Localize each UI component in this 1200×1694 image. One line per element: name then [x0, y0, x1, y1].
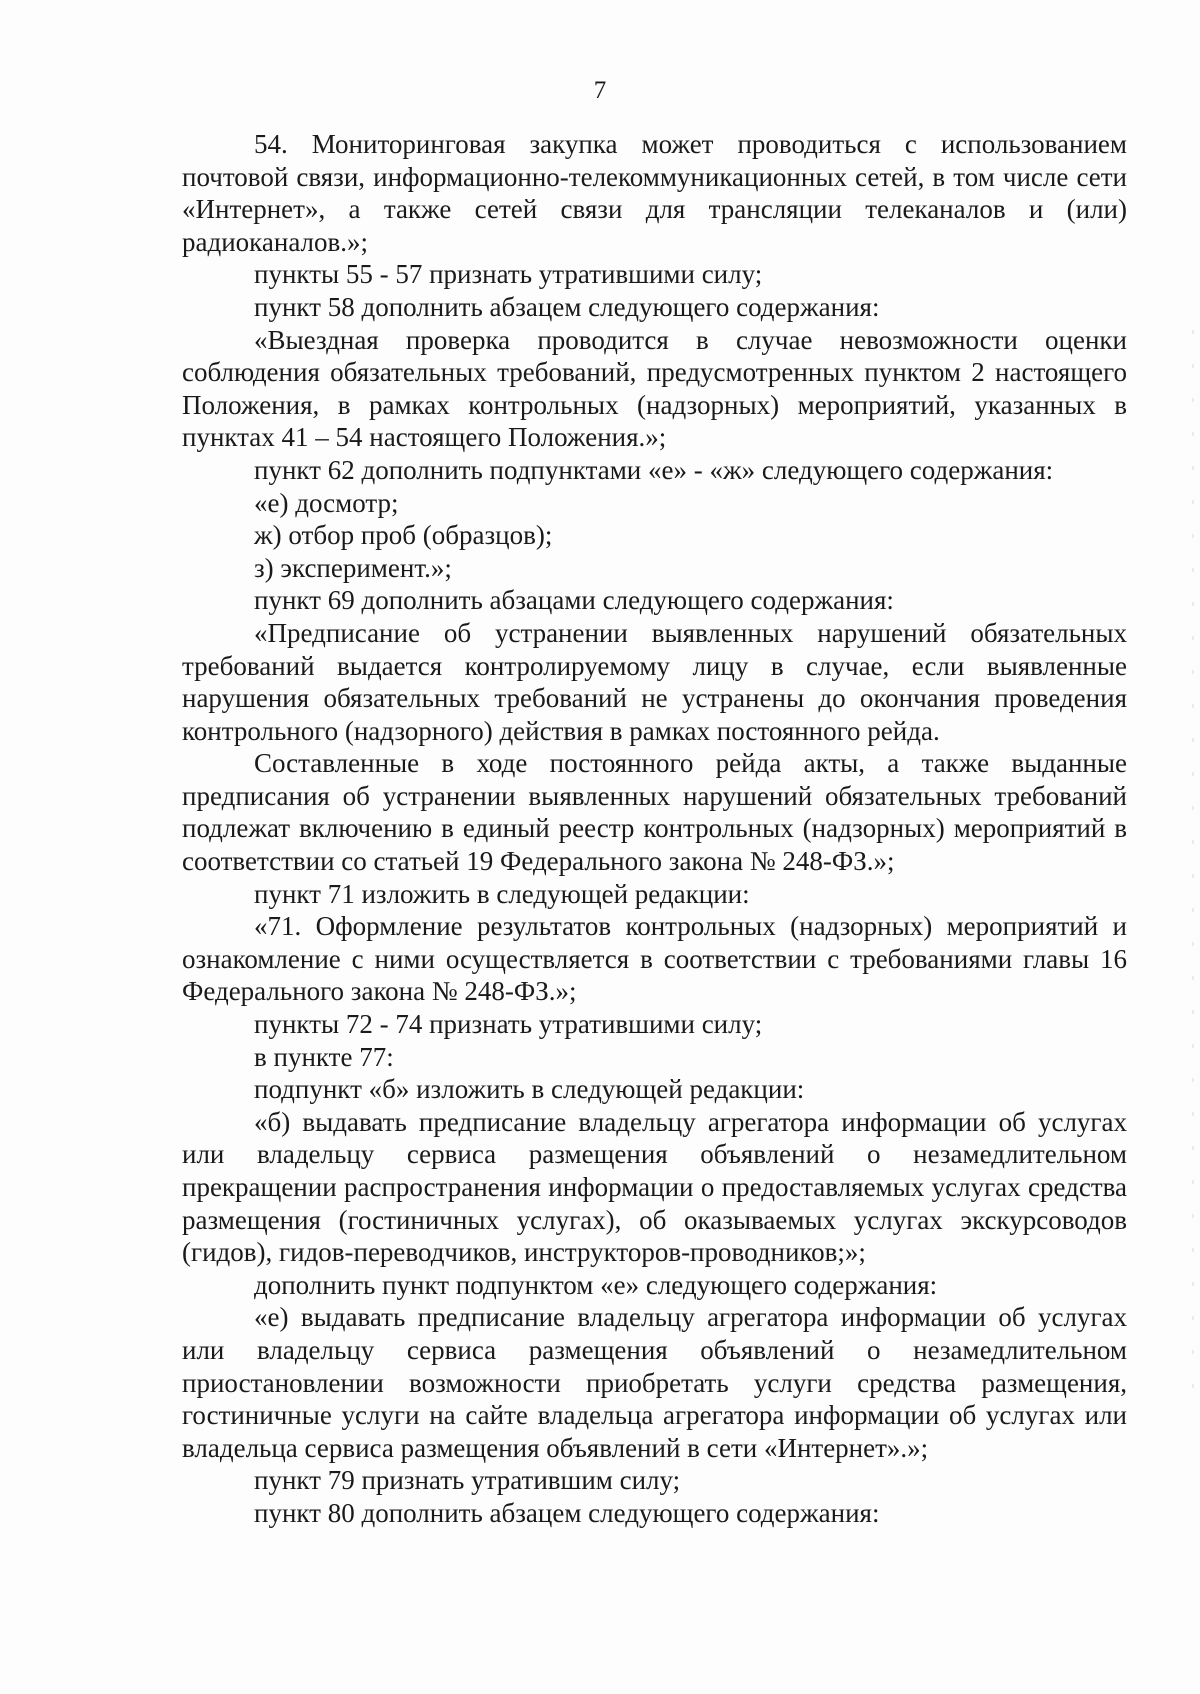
paragraph-subitem-zh: ж) отбор проб (образцов);	[254, 520, 553, 551]
paragraph-add-subitem-e: дополнить пункт подпунктом «е» следующего содержания:	[254, 1269, 938, 1300]
paragraph-items-55-57: пункты 55 - 57 признать утратившими силу;	[254, 259, 763, 290]
paragraph-prescription: «Предписание об устранении выявленных нарушений обязательных требований выдается контролируемому лицу в случае, если выявленные нарушения обязательных требований не устранены до окончания проведения контрольного (надзорного) действия в рамках постоянного рейда.	[182, 617, 1127, 746]
paragraph-field-inspection: «Выездная проверка проводится в случае невозможности оценки соблюдения обязательных требований, предусмотренных пунктом 2 настоящего Положения, в рамках контрольных (надзорных) мероприятий, указанных в пунктах 41 – 54 настоящего Положения.»;	[182, 324, 1127, 453]
document-body	[182, 128, 1127, 1530]
paragraph-item-62: пункт 62 дополнить подпунктами «е» - «ж» следующего содержания:	[254, 454, 1054, 485]
paragraph-item-71-text: «71. Оформление результатов контрольных (надзорных) мероприятий и ознакомление с ними осуществляется в соответствии с требованиями главы 16 Федерального закона № 248-ФЗ.»;	[182, 911, 1127, 1007]
paragraph-item-58: пункт 58 дополнить абзацем следующего содержания:	[254, 291, 880, 322]
paragraph-subitem-z: з) эксперимент.»;	[254, 552, 452, 583]
paragraph-subitem-e: «е) досмотр;	[254, 487, 399, 518]
paragraph-item-71: пункт 71 изложить в следующей редакции:	[254, 878, 750, 909]
paragraph-item-79: пункт 79 признать утратившим силу;	[254, 1465, 681, 1496]
paragraph-item-80: пункт 80 дополнить абзацем следующего содержания:	[254, 1497, 880, 1528]
paragraph-raid-acts: Составленные в ходе постоянного рейда акты, а также выданные предписания об устранении выявленных нарушений обязательных требований подлежат включению в единый реестр контрольных (надзорных) мероприятий в соответствии со статьей 19 Федерального закона № 248-ФЗ.»;	[182, 748, 1127, 877]
paragraph-items-72-74: пункты 72 - 74 признать утратившими силу;	[254, 1009, 763, 1040]
paragraph-item-77: в пункте 77:	[254, 1041, 394, 1072]
paragraph-item-54: 54. Мониторинговая закупка может проводиться с использованием почтовой связи, информационно-телекоммуникационных сетей, в том числе сети «Интернет», а также сетей связи для трансляции телеканалов и (или) радиоканалов.»;	[182, 129, 1127, 257]
paragraph-subitem-e-text: «е) выдавать предписание владельцу агрегатора информации об услугах или владельцу сервиса размещения объявлений о незамедлительном приостановлении возможности приобретать услуги средства размещения, гостиничные услуги на сайте владельца агрегатора информации об услугах или владельца сервиса размещения объявлений в сети «Интернет».»;	[182, 1302, 1127, 1463]
paragraph-item-69: пункт 69 дополнить абзацами следующего содержания:	[254, 585, 894, 616]
page-number: 7	[593, 77, 607, 104]
paragraph-subitem-b-heading: подпункт «б» изложить в следующей редакции:	[254, 1074, 805, 1105]
scan-artifact	[1192, 300, 1194, 1400]
paragraph-subitem-b-text: «б) выдавать предписание владельцу агрегатора информации об услугах или владельцу сервиса размещения объявлений о незамедлительном прекращении распространения информации о предоставляемых услугах средства размещения (гостиничных услугах), об оказываемых услугах экскурсоводов (гидов), гидов-переводчиков, инструкторов-проводников;»;	[182, 1106, 1127, 1268]
